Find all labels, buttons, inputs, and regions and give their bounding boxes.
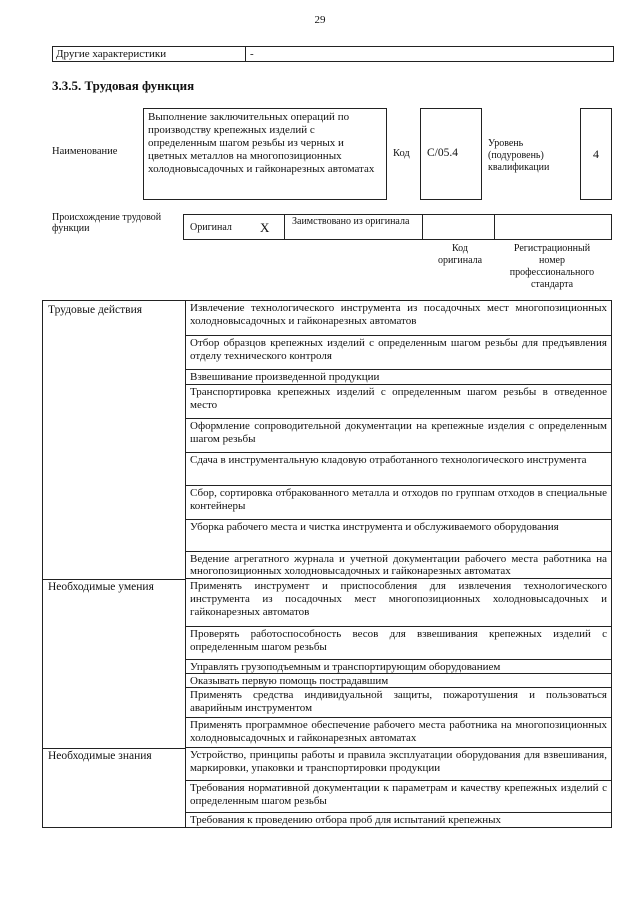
- function-details-table: [42, 300, 612, 828]
- table-cell: Уборка рабочего места и чистка инструмента и обслуживаемого оборудования: [186, 520, 611, 552]
- table-cell: Проверять работоспособность весов для взвешивания крепежных изделий с определенным шагом резьбы: [186, 627, 611, 660]
- qualification-level-box: 4: [580, 108, 612, 200]
- table-cell: Отбор образцов крепежных изделий с определенным шагом резьбы для предъявления отделу технического контроля: [186, 336, 611, 370]
- section-title-labor-actions: Трудовые действия: [48, 304, 143, 316]
- other-characteristics-row: [52, 46, 614, 62]
- table-cell: Требования нормативной документации к параметрам и качеству крепежных изделий с определенным шагом резьбы: [186, 781, 611, 813]
- table-cell: Ведение агрегатного журнала и учетной документации рабочего места работника на многопозиционных холодновысадочных и гайконарезных автоматах: [186, 552, 611, 579]
- function-code-box: C/05.4: [420, 108, 482, 200]
- table-cell: Устройство, принципы работы и правила эксплуатации оборудования для взвешивания, маркировки, упаковки и транспортировки продукции: [186, 748, 611, 781]
- origin-table: [183, 214, 612, 240]
- table-cell: Извлечение технологического инструмента из посадочных мест многопозиционных холодновысадочных и гайконарезных автоматов: [186, 301, 611, 336]
- table-cell: Применять средства индивидуальной защиты, пожаротушения и пользоваться аварийным инструментом: [186, 688, 611, 718]
- origin-label: Происхождение трудовой функции: [52, 212, 162, 234]
- divider: [245, 47, 246, 61]
- code-label: Код: [393, 148, 410, 159]
- qualification-level-label: Уровень (подуровень) квалификации: [488, 138, 550, 173]
- table-cell: Оформление сопроводительной документации на крепежные изделия с определенным шагом резьбы: [186, 419, 611, 453]
- borrowed-label: Заимствовано из оригинала: [292, 216, 410, 227]
- original-label: Оригинал: [190, 222, 232, 233]
- page-number: 29: [314, 14, 326, 26]
- table-cell: Управлять грузоподъемным и транспортирующим оборудованием: [186, 660, 611, 674]
- section-divider: [43, 748, 185, 749]
- section-divider: [43, 579, 185, 580]
- section-title-skills: Необходимые умения: [48, 581, 154, 593]
- table-cell: Транспортировка крепежных изделий с определенным шагом резьбы в отведенное место: [186, 385, 611, 419]
- origin-code-cell: [184, 215, 495, 239]
- table-cell: Применять программное обеспечение рабочего места работника на многопозиционных холодновысадочных и гайконарезных автоматах: [186, 718, 611, 748]
- other-characteristics-value: -: [250, 48, 254, 60]
- function-name-box: Выполнение заключительных операций по производству крепежных изделий с определенным шагом резьбы из черных и цветных металлов на многопозиционных холодновысадочных и гайконарезных автоматах: [143, 108, 387, 200]
- table-cell: Сдача в инструментальную кладовую отработанного технологического инструмента: [186, 453, 611, 486]
- table-cell: Взвешивание произведенной продукции: [186, 370, 611, 385]
- registration-number-caption: Регистрационный номер профессионального стандарта: [509, 243, 595, 290]
- other-characteristics-label: Другие характеристики: [56, 48, 167, 60]
- table-cell: Применять инструмент и приспособления для извлечения технологического инструмента из посадочных мест многопозиционных холодновысадочных и гайконарезных автоматов: [186, 579, 611, 627]
- table-cell: Требования к проведению отбора проб для испытаний крепежных: [190, 814, 502, 826]
- original-mark: X: [260, 220, 270, 235]
- name-label: Наименование: [52, 146, 118, 157]
- section-heading: 3.3.5. Трудовая функция: [52, 78, 195, 93]
- table-cell: Сбор, сортировка отбракованного металла и отходов по группам отходов в специальные контейнеры: [186, 486, 611, 520]
- section-title-knowledge: Необходимые знания: [48, 750, 152, 762]
- code-original-caption: Код оригинала: [437, 243, 483, 266]
- table-cell: Оказывать первую помощь пострадавшим: [186, 674, 611, 688]
